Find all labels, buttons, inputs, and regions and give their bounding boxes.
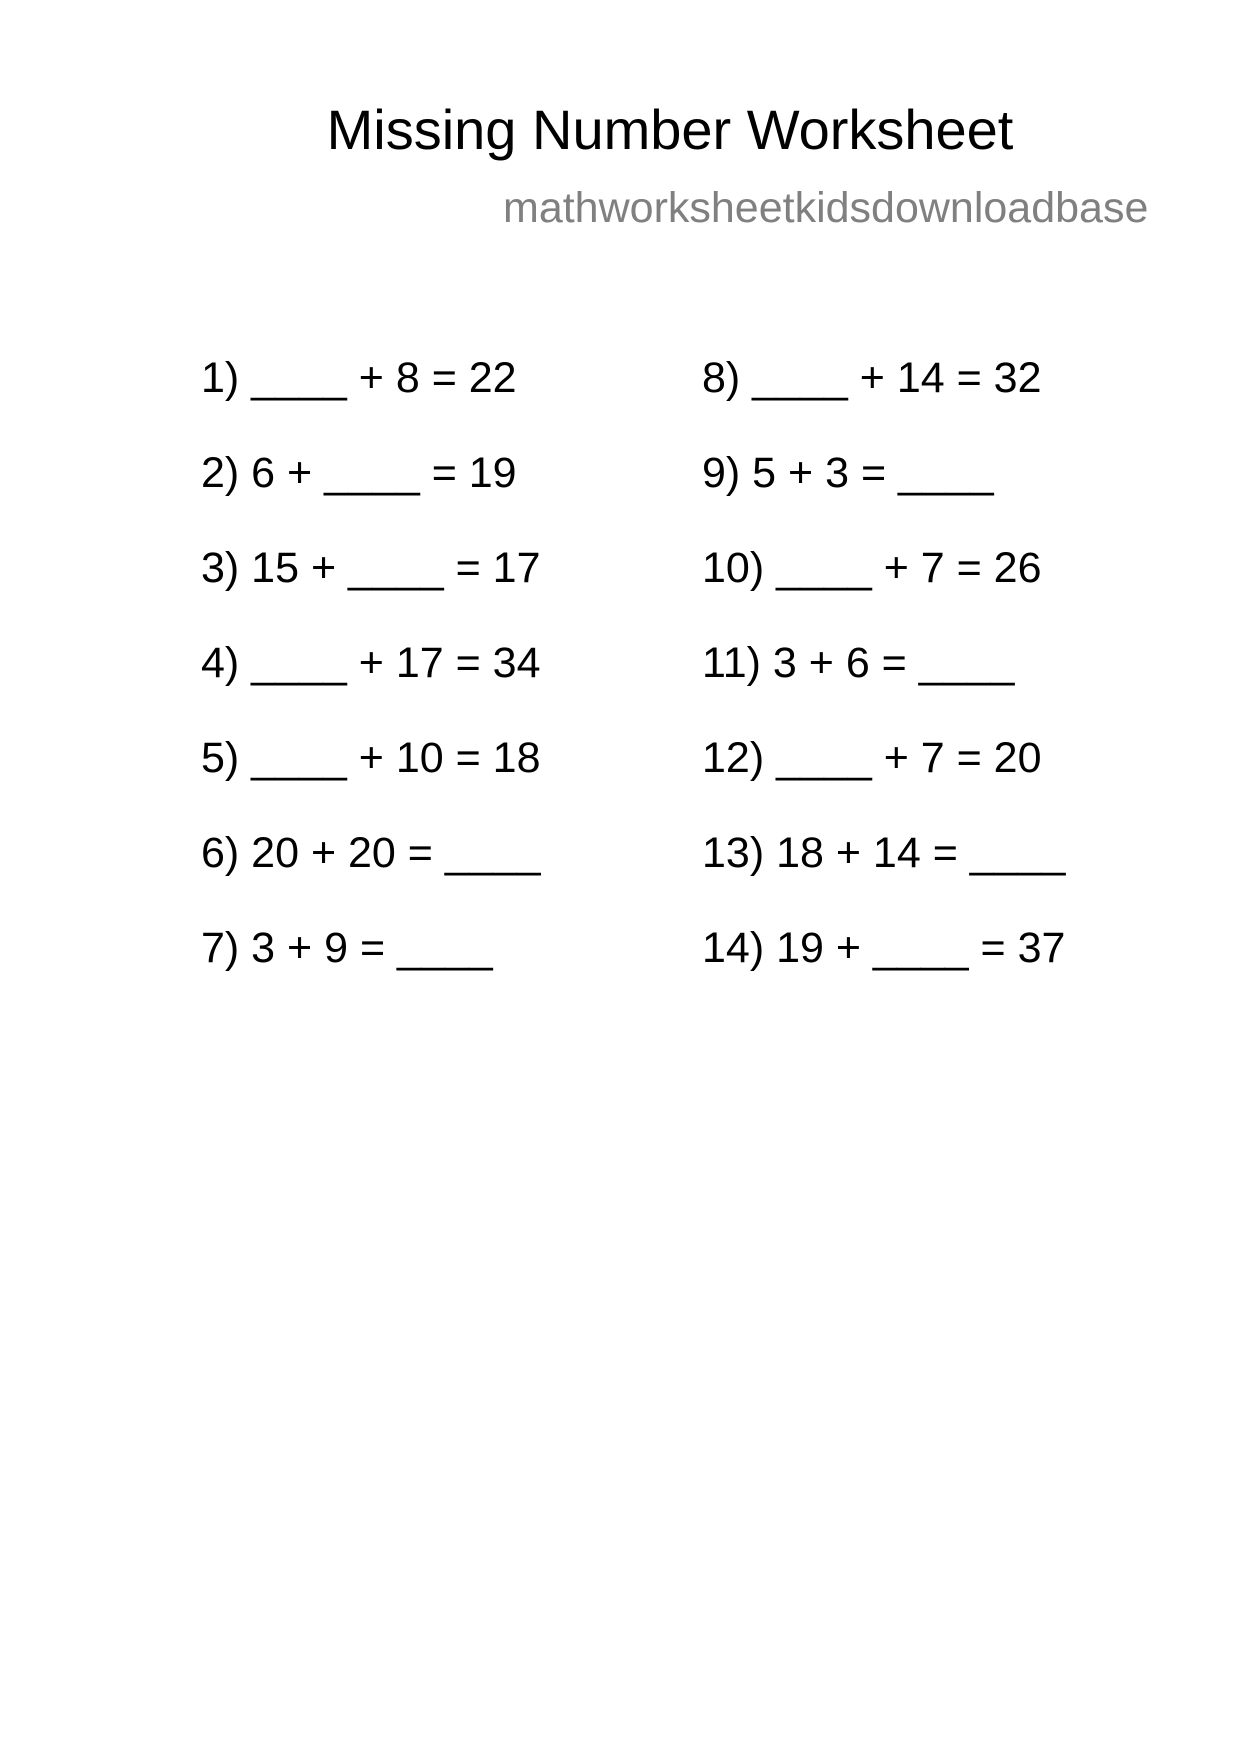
problem-10: 10) ____ + 7 = 26: [702, 544, 1042, 592]
source-watermark: mathworksheetkidsdownloadbase: [503, 184, 1149, 232]
problem-2: 2) 6 + ____ = 19: [201, 449, 517, 497]
problem-8: 8) ____ + 14 = 32: [702, 354, 1042, 402]
problems-left-column: [201, 354, 541, 1019]
problem-3: 3) 15 + ____ = 17: [201, 544, 541, 592]
problem-13: 13) 18 + 14 = ____: [702, 829, 1066, 877]
problem-6: 6) 20 + 20 = ____: [201, 829, 541, 877]
problem-12: 12) ____ + 7 = 20: [702, 734, 1042, 782]
problem-11: 11) 3 + 6 = ____: [702, 639, 1015, 687]
problem-5: 5) ____ + 10 = 18: [201, 734, 541, 782]
problem-4: 4) ____ + 17 = 34: [201, 639, 541, 687]
problem-1: 1) ____ + 8 = 22: [201, 354, 517, 402]
problem-9: 9) 5 + 3 = ____: [702, 449, 994, 497]
problem-14: 14) 19 + ____ = 37: [702, 924, 1066, 972]
problems-right-column: [702, 354, 1065, 1019]
problem-7: 7) 3 + 9 = ____: [201, 924, 493, 972]
worksheet-title: Missing Number Worksheet: [326, 98, 1014, 161]
